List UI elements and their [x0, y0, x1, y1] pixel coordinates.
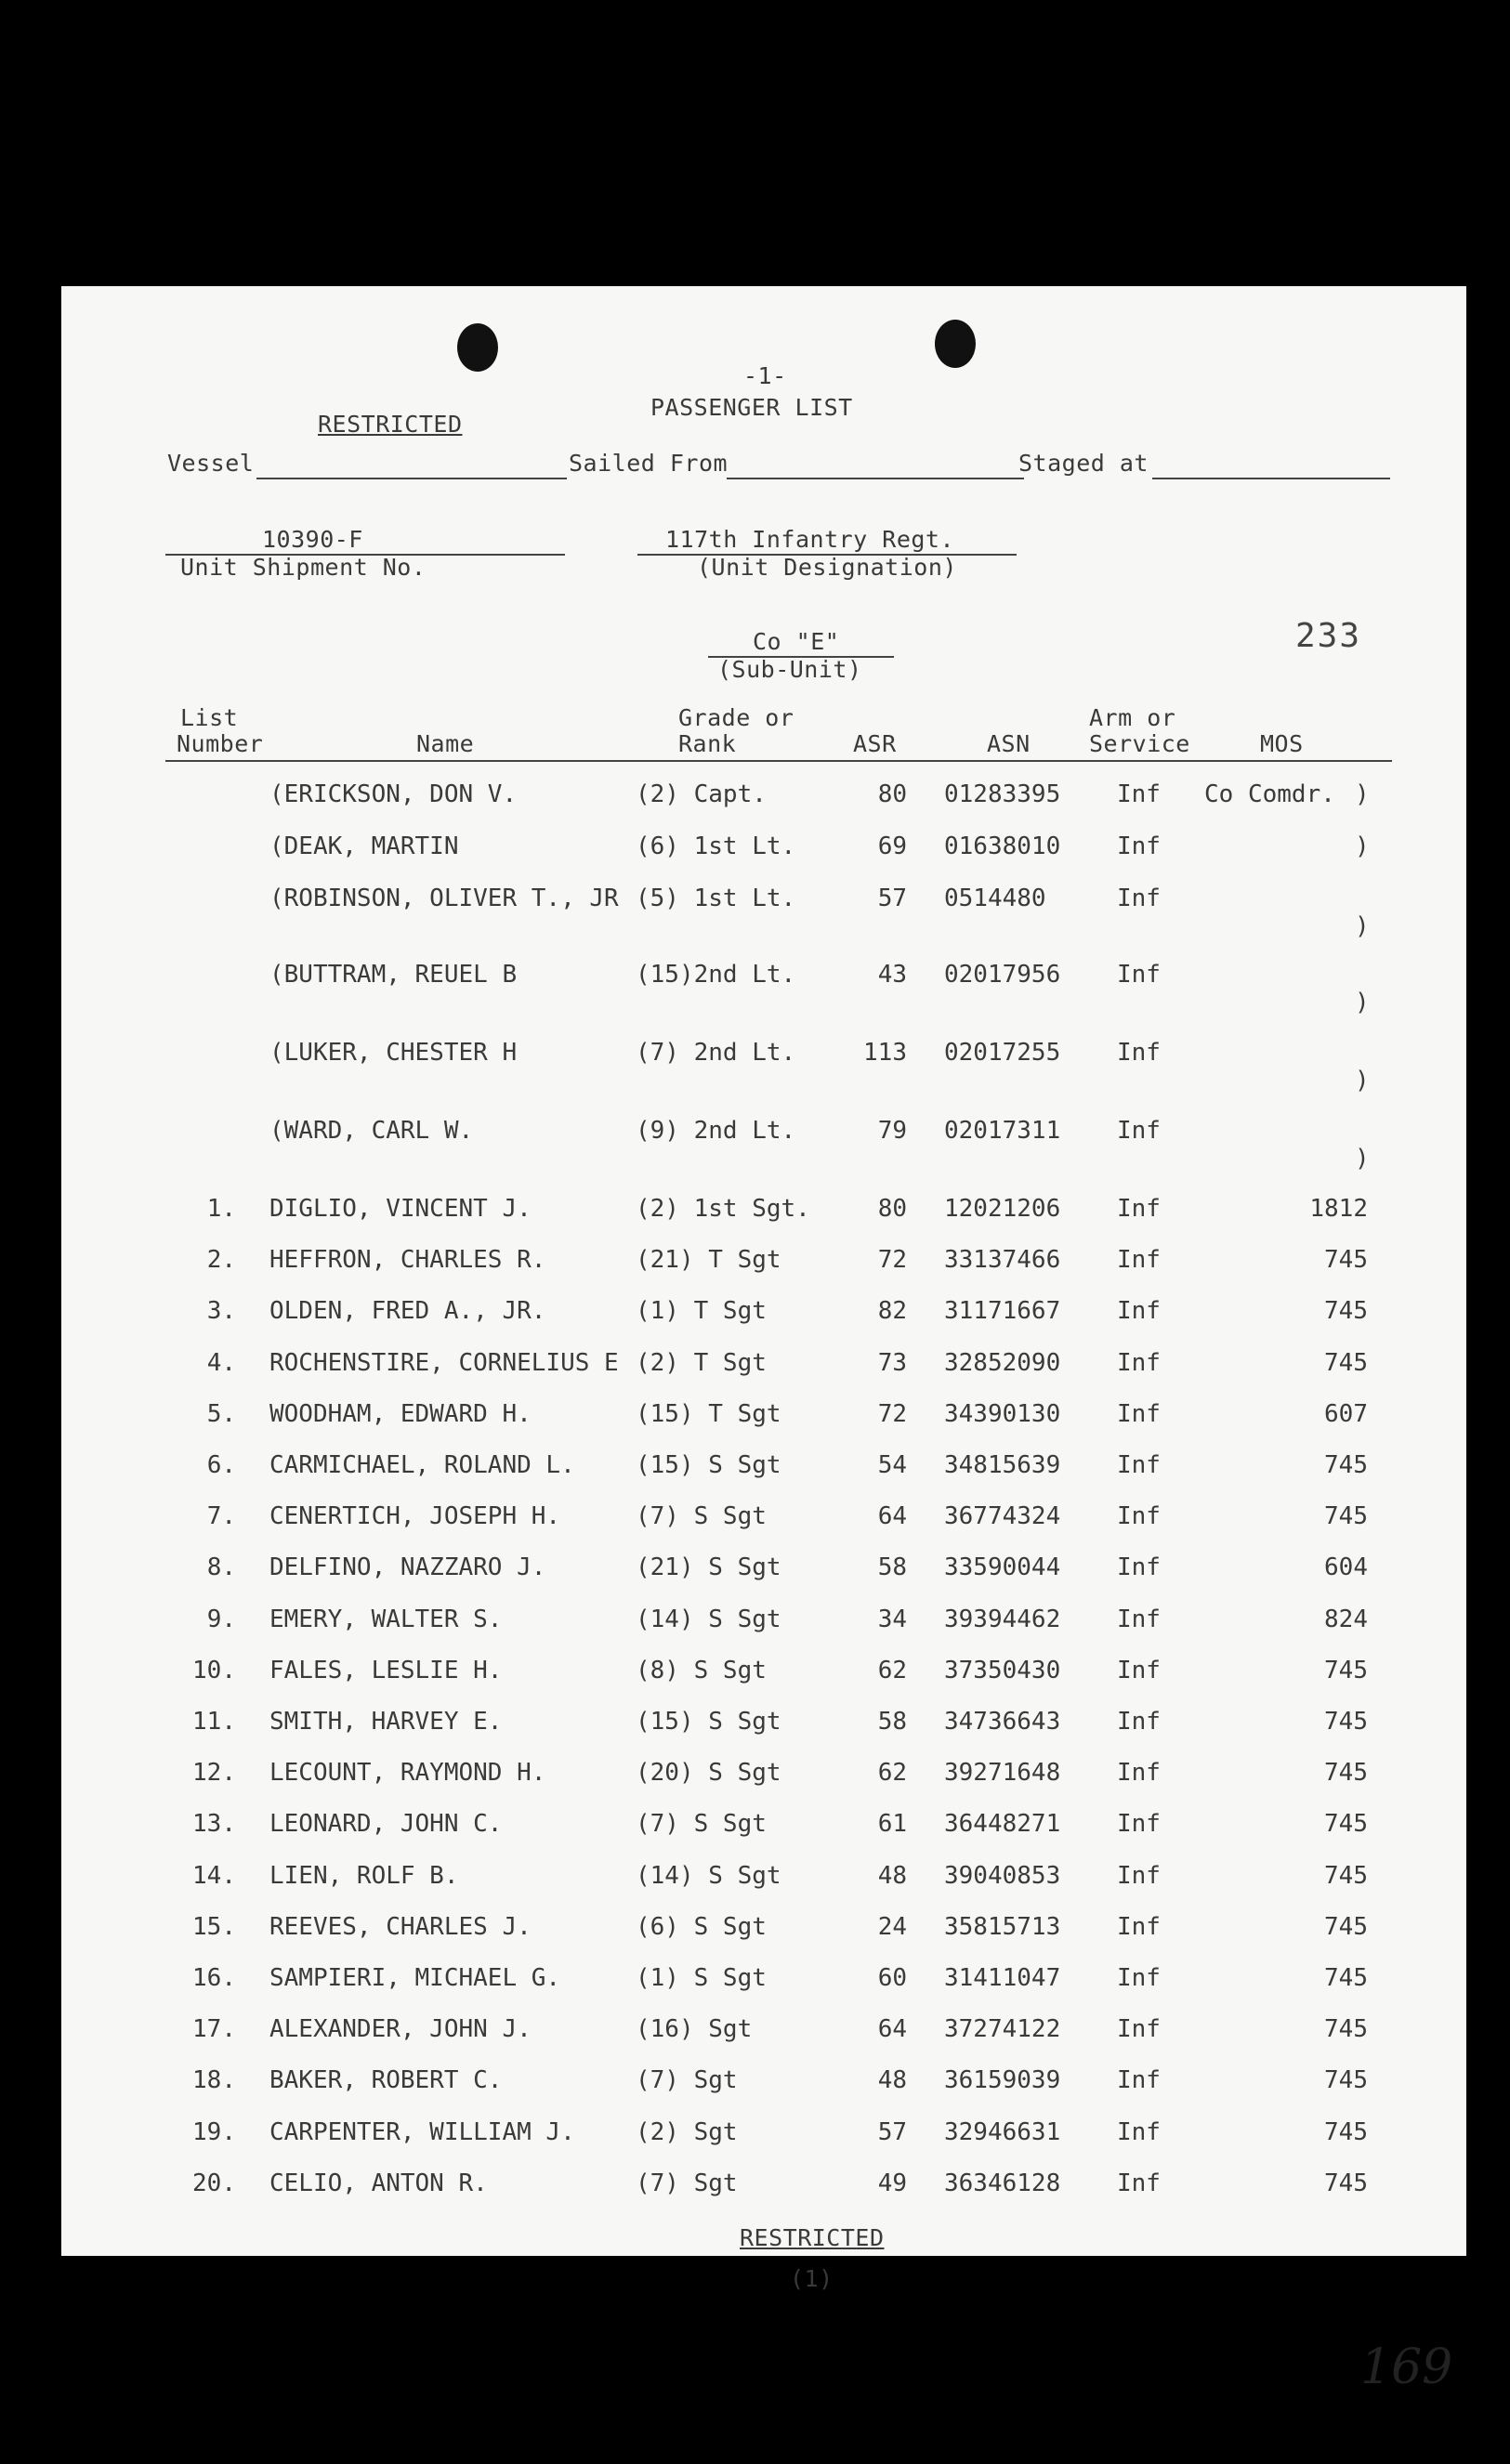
- list-number: 11.: [192, 1708, 236, 1736]
- arm-service: Inf: [1117, 1708, 1161, 1736]
- list-number: 5.: [206, 1400, 236, 1428]
- arm-service: Inf: [1117, 1451, 1161, 1479]
- table-row: [61, 1913, 1466, 1950]
- passenger-name: EMERY, WALTER S.: [269, 1606, 503, 1633]
- asn-value: 31171667: [944, 1297, 1061, 1325]
- col-asr-header: ASR: [853, 730, 897, 757]
- asr-value: 54: [877, 1451, 907, 1479]
- col-arm-header: Arm or: [1089, 704, 1176, 731]
- passenger-name: WOODHAM, EDWARD H.: [269, 1400, 532, 1428]
- table-row: (ERICKSON, DON V. (2) Capt. 80 01283395 Inf Co Comdr. ): [269, 780, 1370, 808]
- footer-page-number: (1): [790, 2265, 834, 2292]
- table-row: [61, 2015, 1466, 2052]
- sub-unit-label: (Sub-Unit): [717, 656, 862, 683]
- list-number: 20.: [192, 2169, 236, 2197]
- passenger-name: CARPENTER, WILLIAM J.: [269, 2118, 575, 2146]
- col-number-header: Number: [177, 730, 264, 757]
- list-number: 6.: [206, 1451, 236, 1479]
- asr-value: 80: [877, 1195, 907, 1223]
- grade-rank: (7) Sgt: [636, 2066, 738, 2094]
- sailed-from-line: [727, 478, 1024, 479]
- staged-at-line: [1152, 478, 1390, 479]
- unit-designation-value: 117th Infantry Regt.: [665, 526, 955, 553]
- table-row: [61, 1657, 1466, 1694]
- document-title: PASSENGER LIST: [650, 394, 853, 421]
- grade-rank: (21) T Sgt: [636, 1246, 781, 1274]
- asr-value: 61: [877, 1810, 907, 1838]
- asn-value: 36774324: [944, 1502, 1061, 1530]
- unit-shipment-no-label: Unit Shipment No.: [180, 554, 427, 581]
- stamp-number: 233: [1295, 617, 1362, 655]
- asn-value: 32946631: [944, 2118, 1061, 2146]
- asn-value: 37350430: [944, 1657, 1061, 1684]
- grade-rank: (15) T Sgt: [636, 1400, 781, 1428]
- handwritten-page-number: 169: [1360, 2339, 1453, 2395]
- table-row: (WARD, CARL W. (9) 2nd Lt. 79 02017311 Inf ): [269, 1117, 1370, 1173]
- arm-service: Inf: [1117, 2066, 1161, 2094]
- asr-value: 64: [877, 1502, 907, 1530]
- grade-rank: (15) S Sgt: [636, 1451, 781, 1479]
- asn-value: 33137466: [944, 1246, 1061, 1274]
- mos-code: 745: [1324, 1502, 1368, 1530]
- asr-value: 60: [877, 1964, 907, 1992]
- table-row: [61, 1553, 1466, 1591]
- passenger-name: SMITH, HARVEY E.: [269, 1708, 503, 1736]
- asn-value: 34815639: [944, 1451, 1061, 1479]
- asr-value: 73: [877, 1349, 907, 1377]
- grade-rank: (2) T Sgt: [636, 1349, 767, 1377]
- passenger-name: SAMPIERI, MICHAEL G.: [269, 1964, 561, 1992]
- table-row: [61, 1246, 1466, 1283]
- mos-code: 745: [1324, 2015, 1368, 2043]
- table-row: [61, 1297, 1466, 1334]
- col-service-header: Service: [1089, 730, 1190, 757]
- arm-service: Inf: [1117, 1502, 1161, 1530]
- mos-code: 745: [1324, 2066, 1368, 2094]
- mos-code: 824: [1324, 1606, 1368, 1633]
- grade-rank: (2) Sgt: [636, 2118, 738, 2146]
- arm-service: Inf: [1117, 1606, 1161, 1633]
- punch-hole: [935, 320, 976, 368]
- list-number: 2.: [206, 1246, 236, 1274]
- mos-code: 607: [1324, 1400, 1368, 1428]
- list-number: 1.: [206, 1195, 236, 1223]
- asr-value: 48: [877, 2066, 907, 2094]
- asn-value: 35815713: [944, 1913, 1061, 1941]
- arm-service: Inf: [1117, 1913, 1161, 1941]
- asn-value: 36346128: [944, 2169, 1061, 2197]
- table-row: (LUKER, CHESTER H (7) 2nd Lt. 113 02017255 Inf ): [269, 1039, 1370, 1094]
- table-row: [61, 1349, 1466, 1386]
- arm-service: Inf: [1117, 1862, 1161, 1890]
- mos-code: 745: [1324, 2118, 1368, 2146]
- unit-designation-label: (Unit Designation): [697, 554, 957, 581]
- mos-code: 745: [1324, 1708, 1368, 1736]
- table-row: (BUTTRAM, REUEL B (15)2nd Lt. 43 02017956 Inf ): [269, 961, 1370, 1016]
- passenger-name: CARMICHAEL, ROLAND L.: [269, 1451, 575, 1479]
- unit-shipment-no-value: 10390-F: [262, 526, 363, 553]
- asr-value: 62: [877, 1759, 907, 1787]
- list-number: 8.: [206, 1553, 236, 1581]
- grade-rank: (7) S Sgt: [636, 1810, 767, 1838]
- passenger-name: CELIO, ANTON R.: [269, 2169, 488, 2197]
- mos-code: 604: [1324, 1553, 1368, 1581]
- col-mos-header: MOS: [1260, 730, 1304, 757]
- col-asn-header: ASN: [987, 730, 1031, 757]
- table-row: [61, 1606, 1466, 1643]
- table-row: [61, 1708, 1466, 1745]
- passenger-name: REEVES, CHARLES J.: [269, 1913, 532, 1941]
- table-row: [61, 1862, 1466, 1899]
- table-row: [61, 2169, 1466, 2207]
- grade-rank: (6) S Sgt: [636, 1913, 767, 1941]
- mos-code: 745: [1324, 1810, 1368, 1838]
- passenger-name: LIEN, ROLF B.: [269, 1862, 459, 1890]
- mos-code: 745: [1324, 1451, 1368, 1479]
- grade-rank: (2) 1st Sgt.: [636, 1195, 810, 1223]
- table-row: [61, 1759, 1466, 1796]
- passenger-name: LECOUNT, RAYMOND H.: [269, 1759, 546, 1787]
- asn-value: 39394462: [944, 1606, 1061, 1633]
- mos-code: 745: [1324, 1349, 1368, 1377]
- arm-service: Inf: [1117, 1297, 1161, 1325]
- table-row: (DEAK, MARTIN (6) 1st Lt. 69 01638010 Inf ): [269, 832, 1370, 860]
- mos-code: 745: [1324, 1964, 1368, 1992]
- asr-value: 58: [877, 1708, 907, 1736]
- grade-rank: (1) S Sgt: [636, 1964, 767, 1992]
- mos-code: 745: [1324, 1246, 1368, 1274]
- arm-service: Inf: [1117, 1657, 1161, 1684]
- table-row: [61, 1400, 1466, 1437]
- arm-service: Inf: [1117, 1400, 1161, 1428]
- table-row: [61, 1810, 1466, 1847]
- passenger-name: ROCHENSTIRE, CORNELIUS E: [269, 1349, 619, 1377]
- header-rule: [165, 760, 1392, 762]
- table-row: [61, 1451, 1466, 1488]
- arm-service: Inf: [1117, 2118, 1161, 2146]
- table-row: [61, 1964, 1466, 2001]
- grade-rank: (7) S Sgt: [636, 1502, 767, 1530]
- grade-rank: (16) Sgt: [636, 2015, 753, 2043]
- mos-code: 745: [1324, 1657, 1368, 1684]
- grade-rank: (1) T Sgt: [636, 1297, 767, 1325]
- asn-value: 34736643: [944, 1708, 1061, 1736]
- asn-value: 34390130: [944, 1400, 1061, 1428]
- passenger-name: FALES, LESLIE H.: [269, 1657, 503, 1684]
- col-rank-header: Rank: [678, 730, 737, 757]
- arm-service: Inf: [1117, 1964, 1161, 1992]
- asn-value: 36448271: [944, 1810, 1061, 1838]
- grade-rank: (14) S Sgt: [636, 1606, 781, 1633]
- list-number: 17.: [192, 2015, 236, 2043]
- document-page: [61, 286, 1466, 2292]
- table-row: [61, 1502, 1466, 1540]
- asn-value: 12021206: [944, 1195, 1061, 1223]
- staged-at-label: Staged at: [1018, 450, 1149, 477]
- list-number: 7.: [206, 1502, 236, 1530]
- asn-value: 36159039: [944, 2066, 1061, 2094]
- mos-code: 745: [1324, 1862, 1368, 1890]
- mos-code: 745: [1324, 1913, 1368, 1941]
- mos-code: 745: [1324, 1297, 1368, 1325]
- passenger-name: OLDEN, FRED A., JR.: [269, 1297, 546, 1325]
- col-list-header: List: [180, 704, 239, 731]
- page-number: -1-: [743, 362, 787, 389]
- asr-value: 34: [877, 1606, 907, 1633]
- asr-value: 49: [877, 2169, 907, 2197]
- list-number: 19.: [192, 2118, 236, 2146]
- list-number: 18.: [192, 2066, 236, 2094]
- table-row: [61, 1195, 1466, 1232]
- passenger-name: DIGLIO, VINCENT J.: [269, 1195, 532, 1223]
- passenger-name: DELFINO, NAZZARO J.: [269, 1553, 546, 1581]
- asn-value: 37274122: [944, 2015, 1061, 2043]
- table-row: [61, 2066, 1466, 2104]
- table-row: [61, 2118, 1466, 2156]
- passenger-name: ALEXANDER, JOHN J.: [269, 2015, 532, 2043]
- sub-unit-value: Co "E": [753, 628, 840, 655]
- arm-service: Inf: [1117, 1246, 1161, 1274]
- asn-value: 32852090: [944, 1349, 1061, 1377]
- arm-service: Inf: [1117, 2169, 1161, 2197]
- asr-value: 72: [877, 1246, 907, 1274]
- arm-service: Inf: [1117, 1810, 1161, 1838]
- asr-value: 82: [877, 1297, 907, 1325]
- col-name-header: Name: [416, 730, 475, 757]
- col-grade-header: Grade or: [678, 704, 794, 731]
- passenger-name: HEFFRON, CHARLES R.: [269, 1246, 546, 1274]
- arm-service: Inf: [1117, 1195, 1161, 1223]
- asr-value: 64: [877, 2015, 907, 2043]
- classification-bottom: RESTRICTED: [740, 2224, 885, 2251]
- arm-service: Inf: [1117, 1349, 1161, 1377]
- table-row: (ROBINSON, OLIVER T., JR (5) 1st Lt. 57 0514480 Inf ): [269, 885, 1370, 940]
- asr-value: 72: [877, 1400, 907, 1428]
- list-number: 9.: [206, 1606, 236, 1633]
- list-number: 15.: [192, 1913, 236, 1941]
- mos-code: 745: [1324, 2169, 1368, 2197]
- list-number: 14.: [192, 1862, 236, 1890]
- passenger-name: BAKER, ROBERT C.: [269, 2066, 503, 2094]
- grade-rank: (14) S Sgt: [636, 1862, 781, 1890]
- grade-rank: (8) S Sgt: [636, 1657, 767, 1684]
- punch-hole: [457, 323, 498, 372]
- grade-rank: (15) S Sgt: [636, 1708, 781, 1736]
- list-number: 4.: [206, 1349, 236, 1377]
- asn-value: 39040853: [944, 1862, 1061, 1890]
- grade-rank: (21) S Sgt: [636, 1553, 781, 1581]
- arm-service: Inf: [1117, 1553, 1161, 1581]
- mos-code: 745: [1324, 1759, 1368, 1787]
- passenger-name: CENERTICH, JOSEPH H.: [269, 1502, 561, 1530]
- grade-rank: (20) S Sgt: [636, 1759, 781, 1787]
- asr-value: 24: [877, 1913, 907, 1941]
- grade-rank: (7) Sgt: [636, 2169, 738, 2197]
- vessel-line: [256, 478, 567, 479]
- mos-code: 1812: [1309, 1195, 1368, 1223]
- list-number: 13.: [192, 1810, 236, 1838]
- list-number: 3.: [206, 1297, 236, 1325]
- asr-value: 57: [877, 2118, 907, 2146]
- asn-value: 39271648: [944, 1759, 1061, 1787]
- vessel-label: Vessel: [167, 450, 255, 477]
- asn-value: 31411047: [944, 1964, 1061, 1992]
- arm-service: Inf: [1117, 1759, 1161, 1787]
- sailed-from-label: Sailed From: [569, 450, 729, 477]
- list-number: 10.: [192, 1657, 236, 1684]
- asr-value: 62: [877, 1657, 907, 1684]
- list-number: 12.: [192, 1759, 236, 1787]
- classification-top: RESTRICTED: [318, 411, 463, 438]
- arm-service: Inf: [1117, 2015, 1161, 2043]
- list-number: 16.: [192, 1964, 236, 1992]
- asr-value: 48: [877, 1862, 907, 1890]
- asr-value: 58: [877, 1553, 907, 1581]
- asn-value: 33590044: [944, 1553, 1061, 1581]
- passenger-name: LEONARD, JOHN C.: [269, 1810, 503, 1838]
